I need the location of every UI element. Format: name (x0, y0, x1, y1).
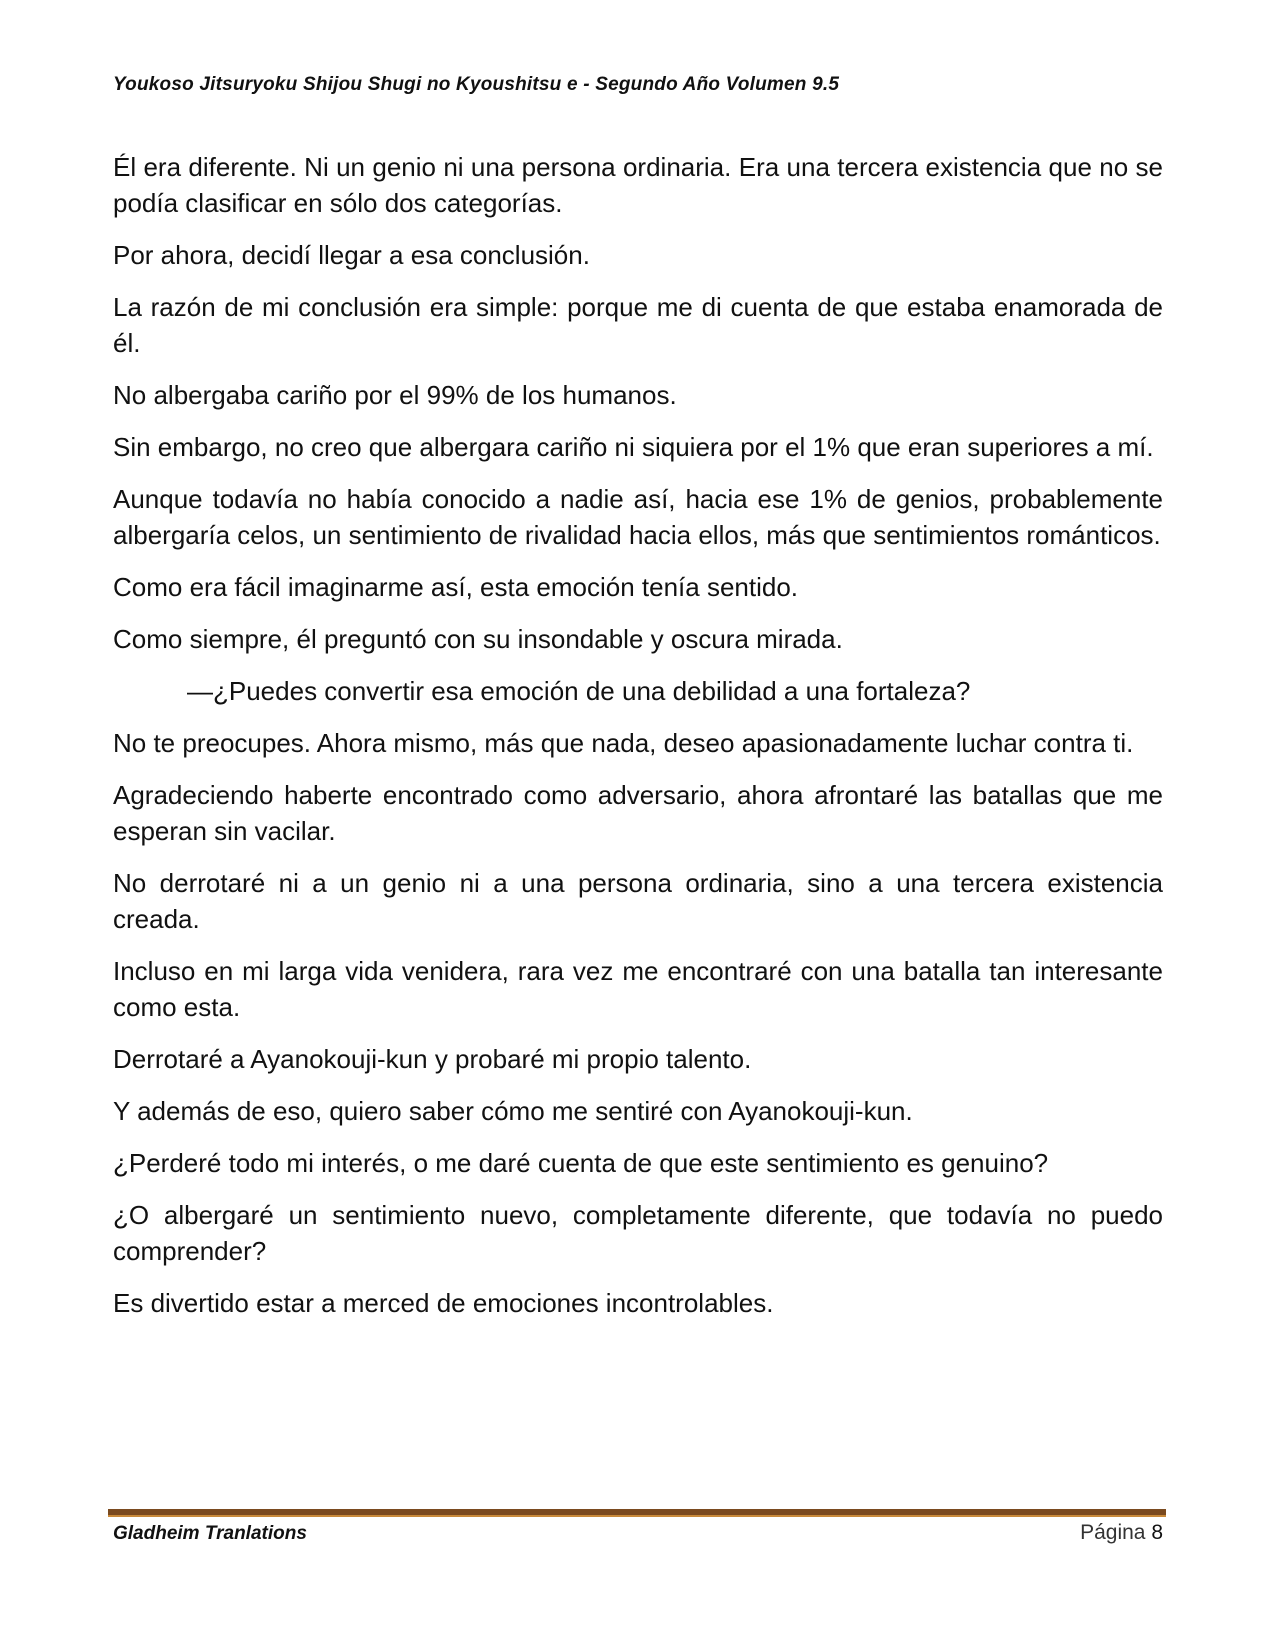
paragraph: No derrotaré ni a un genio ni a una persona ordinaria, sino a una tercera existencia creada. (113, 868, 1163, 934)
paragraph: No albergaba cariño por el 99% de los humanos. (113, 380, 677, 410)
page-header-title: Youkoso Jitsuryoku Shijou Shugi no Kyoushitsu e - Segundo Año Volumen 9.5 (113, 74, 840, 95)
paragraph: Sin embargo, no creo que albergara cariño ni siquiera por el 1% que eran superiores a mí. (113, 432, 1154, 462)
paragraph: ¿O albergaré un sentimiento nuevo, completamente diferente, que todavía no puedo comprender? (113, 1200, 1163, 1266)
paragraph: Como era fácil imaginarme así, esta emoción tenía sentido. (113, 572, 799, 602)
paragraph: La razón de mi conclusión era simple: porque me di cuenta de que estaba enamorada de él. (113, 292, 1163, 358)
paragraph: Como siempre, él preguntó con su insondable y oscura mirada. (113, 624, 843, 654)
paragraph: Incluso en mi larga vida venidera, rara vez me encontraré con una batalla tan interesante como esta. (113, 956, 1163, 1022)
page-number: 8 (1151, 1521, 1163, 1544)
paragraph: Agradeciendo haberte encontrado como adversario, ahora afrontaré las batallas que me esperan sin vacilar. (113, 780, 1163, 846)
paragraph: No te preocupes. Ahora mismo, más que nada, deseo apasionadamente luchar contra ti. (113, 728, 1134, 758)
paragraph: Aunque todavía no había conocido a nadie así, hacia ese 1% de genios, probablemente albergaría celos, un sentimiento de rivalidad hacia ellos, más que sentimientos románticos. (113, 484, 1163, 550)
paragraph: Es divertido estar a merced de emociones incontrolables. (113, 1288, 774, 1318)
paragraph: Él era diferente. Ni un genio ni una persona ordinaria. Era una tercera existencia que no se podía clasificar en sólo dos categorías. (113, 152, 1163, 218)
body-text (113, 149, 1163, 1337)
paragraph: ¿Perderé todo mi interés, o me daré cuenta de que este sentimiento es genuino? (113, 1148, 1049, 1178)
footer-translator: Gladheim Tranlations (113, 1523, 307, 1544)
page-label: Página (1080, 1521, 1146, 1544)
paragraph: Derrotaré a Ayanokouji-kun y probaré mi propio talento. (113, 1044, 752, 1074)
paragraph: Y además de eso, quiero saber cómo me sentiré con Ayanokouji-kun. (113, 1096, 913, 1126)
dialogue-line: —¿Puedes convertir esa emoción de una debilidad a una fortaleza? (187, 676, 971, 706)
page-number-block (1080, 1521, 1163, 1545)
paragraph: Por ahora, decidí llegar a esa conclusión. (113, 240, 590, 270)
footer-divider (108, 1509, 1166, 1517)
